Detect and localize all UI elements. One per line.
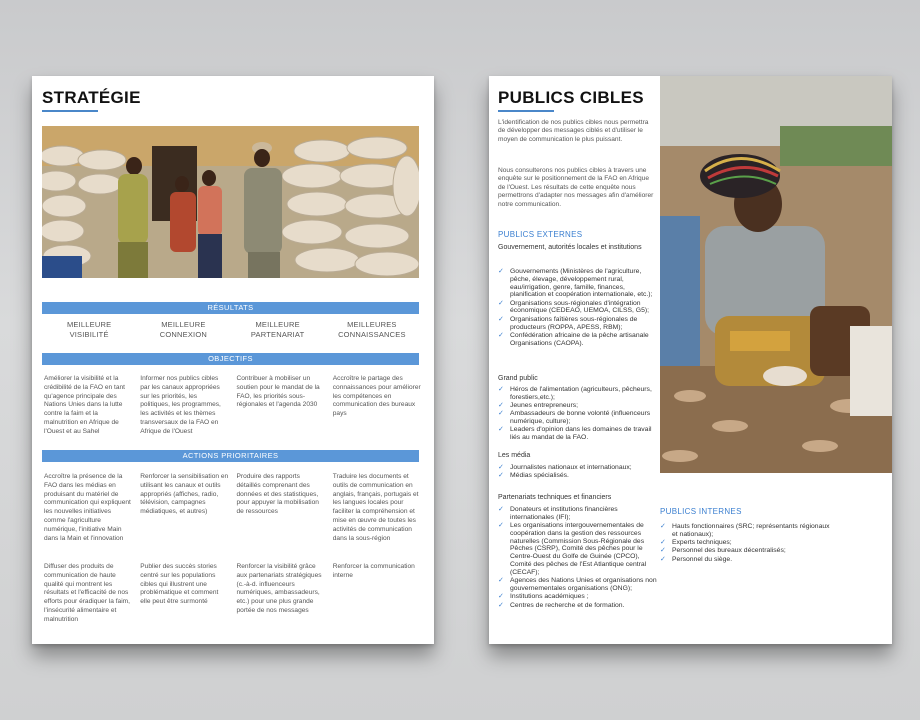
title-underline [42, 110, 98, 112]
government-label: Gouvernement, autorités locales et institutions [498, 244, 642, 251]
list-item: ✓ Jeunes entrepreneurs; [498, 402, 579, 410]
check-icon: ✓ [498, 315, 504, 323]
result-partnership: MEILLEURE PARTENARIAT [250, 320, 305, 339]
government-list [498, 268, 658, 348]
list-item: ✓ Ambassadeurs de bonne volonté (influenceurs numérique, culture); [498, 410, 651, 426]
list-item: ✓ Médias spécialisés. [498, 472, 569, 480]
check-icon: ✓ [498, 426, 504, 434]
list-item: ✓ Personnel du siège. [660, 555, 733, 563]
actions-band: ACTIONS PRIORITAIRES [42, 450, 419, 462]
strategy-page [32, 76, 434, 644]
check-icon: ✓ [498, 331, 504, 339]
check-icon: ✓ [498, 506, 504, 513]
objectives-band: OBJECTIFS [42, 353, 419, 365]
check-icon: ✓ [498, 402, 504, 410]
media-list [498, 464, 668, 481]
list-item: ✓ Donateurs et institutions financières internationales (IFI); [498, 506, 618, 521]
general-public-label: Grand public [498, 375, 538, 382]
market-photo [42, 126, 419, 278]
target-audiences-page [489, 76, 892, 644]
page-title: PUBLICS CIBLES [498, 88, 644, 107]
list-item: ✓ Hauts fonctionnaires (SRC; représentants régionaux et nationaux); [660, 523, 830, 538]
results-row [42, 320, 419, 340]
actions-row-1 [44, 473, 421, 543]
intro-paragraph: L'identification de nos publics cibles nous permettra de développer des messages ciblés et d'utiliser le moyen de communication le plus puissant. [498, 119, 649, 143]
actions-row-2 [44, 563, 421, 625]
external-audiences-heading: PUBLICS EXTERNES [498, 230, 583, 239]
title-underline [498, 110, 554, 112]
check-icon: ✓ [498, 593, 504, 601]
check-icon: ✓ [660, 539, 666, 547]
result-visibility: MEILLEURE VISIBILITÉ [66, 320, 112, 339]
check-icon: ✓ [498, 268, 504, 275]
internal-audiences-heading: PUBLICS INTERNES [660, 507, 742, 516]
result-knowledge: MEILLEURES CONNAISSANCES [338, 320, 406, 339]
list-item: ✓ Les organisations intergouvernementales de coopération dans la gestion des ressources naturelles (Commission Sous-Régionale des Pêches (CSRP), Comité des pêches pour le Centre-Ouest du Golfe de Guinée (CPCO), Comité des pêches de l'Est Atlantique central (CECAF); [498, 522, 647, 576]
check-icon: ✓ [498, 386, 504, 393]
check-icon: ✓ [660, 555, 666, 563]
action-item: Publier des succès stories centré sur les populations cibles qui illustrent une problématique et comment elle peut être surmonté [140, 563, 219, 606]
results-band: RÉSULTATS [42, 302, 419, 314]
result-connection: MEILLEURE CONNEXION [159, 320, 207, 339]
partners-label: Partenariats techniques et financiers [498, 494, 612, 501]
internal-list [660, 523, 830, 564]
check-icon: ✓ [498, 577, 504, 585]
list-item: ✓ Centres de recherche et de formation. [498, 601, 625, 609]
list-item: ✓ Experts techniques; [660, 539, 732, 547]
action-item: Produire des rapports détaillés comprenant des données et des statistiques, pour appuyer la mobilisation de ressources [236, 473, 319, 516]
list-item: ✓ Agences des Nations Unies et organisations non gouvernementales organisations (ONG); [498, 577, 657, 592]
list-item: ✓ Institutions académiques ; [498, 593, 589, 601]
action-item: Renforcer la communication interne [332, 563, 415, 579]
check-icon: ✓ [660, 523, 666, 530]
page-title: STRATÉGIE [42, 88, 141, 107]
action-item: Diffuser des produits de communication de haute qualité qui montrent les résultats et l'efficacité de nos efforts pour éradiquer la faim, l'insécurité alimentaire et malnutrition [44, 563, 131, 623]
action-item: Renforcer la visibilité grâce aux partenariats stratégiques (c.-à-d. influenceurs numériques, ambassadeurs, etc.) pour une plus grande portée de nos messages [236, 563, 322, 614]
list-item: ✓ Héros de l'alimentation (agriculteurs, pêcheurs, forestiers,etc.); [498, 386, 652, 401]
check-icon: ✓ [498, 472, 504, 480]
list-item: ✓ Organisations sous-régionales d'intégration économique (CEDEAO, UEMOA, CILSS, G5); [498, 299, 650, 315]
check-icon: ✓ [498, 410, 504, 418]
list-item: ✓ Organisations faîtières sous-régionales de producteurs (ROPPA, APESS, RBM); [498, 315, 638, 331]
check-icon: ✓ [498, 464, 504, 471]
action-item: Accroître la présence de la FAO dans les médias en produisant du matériel de communication qui expliquent les nouvelles initiatives comme l'agriculture numérique, l'initiative Main dans la Main et l'innovation [44, 473, 131, 542]
action-item: Traduire les documents et outils de communication en anglais, français, portugais et les langues locales pour faciliter la compréhension et mise en œuvre de toutes les activités de communication dans la sous-région [332, 473, 419, 542]
check-icon: ✓ [498, 299, 504, 307]
partners-list [498, 506, 658, 610]
list-item: ✓ Journalistes nationaux et internationaux; [498, 464, 632, 471]
objective-item: Accroître le partage des connaissances pour améliorer les compétences en communication des bureaux pays [332, 375, 421, 418]
list-item: ✓ Leaders d'opinion dans les domaines de travail liés au mandat de la FAO. [498, 426, 652, 442]
check-icon: ✓ [498, 522, 504, 530]
intro-paragraph: Nous consulterons nos publics cibles à travers une enquête sur le positionnement de la FAO en Afrique de l'Ouest. Les résultats de cette enquête nous permettrons d'adapter nos messages afin d'améliorer notre communication. [498, 167, 654, 208]
objective-item: Améliorer la visibilité et la crédibilité de la FAO en tant qu'agence principale des Nations Unies dans la lutte contre la faim et la malnutrition en Afrique de l'Ouest et au Sahel [44, 375, 126, 435]
objective-item: Contribuer à mobiliser un soutien pour le mandat de la FAO, les priorités sous-régionales et l'agenda 2030 [236, 375, 320, 409]
media-label: Les média [498, 452, 531, 459]
check-icon: ✓ [498, 601, 504, 609]
list-item: ✓ Confédération africaine de la pêche artisanale Organisations (CAOPA). [498, 331, 649, 347]
list-item: ✓ Gouvernements (Ministères de l'agriculture, pêche, élevage, développement rural, eau/irrigation, genre, famille, finances, planification et coopération internationale, etc.); [498, 268, 653, 299]
action-item: Renforcer la sensibilisation en utilisant les canaux et outils appropriés (affiches, radio, télévision, campagnes médiatiques, et autres) [140, 473, 229, 516]
woman-photo [660, 76, 892, 473]
objective-item: Informer nos publics cibles par les canaux appropriées sur les priorités, les politiques, les programmes, les activités et les thèmes transversaux de la FAO en Afrique de l'Ouest [140, 375, 221, 435]
check-icon: ✓ [660, 547, 666, 555]
list-item: ✓ Personnel des bureaux décentralisés; [660, 547, 786, 555]
general-public-list [498, 386, 658, 443]
objectives-row [44, 375, 421, 437]
